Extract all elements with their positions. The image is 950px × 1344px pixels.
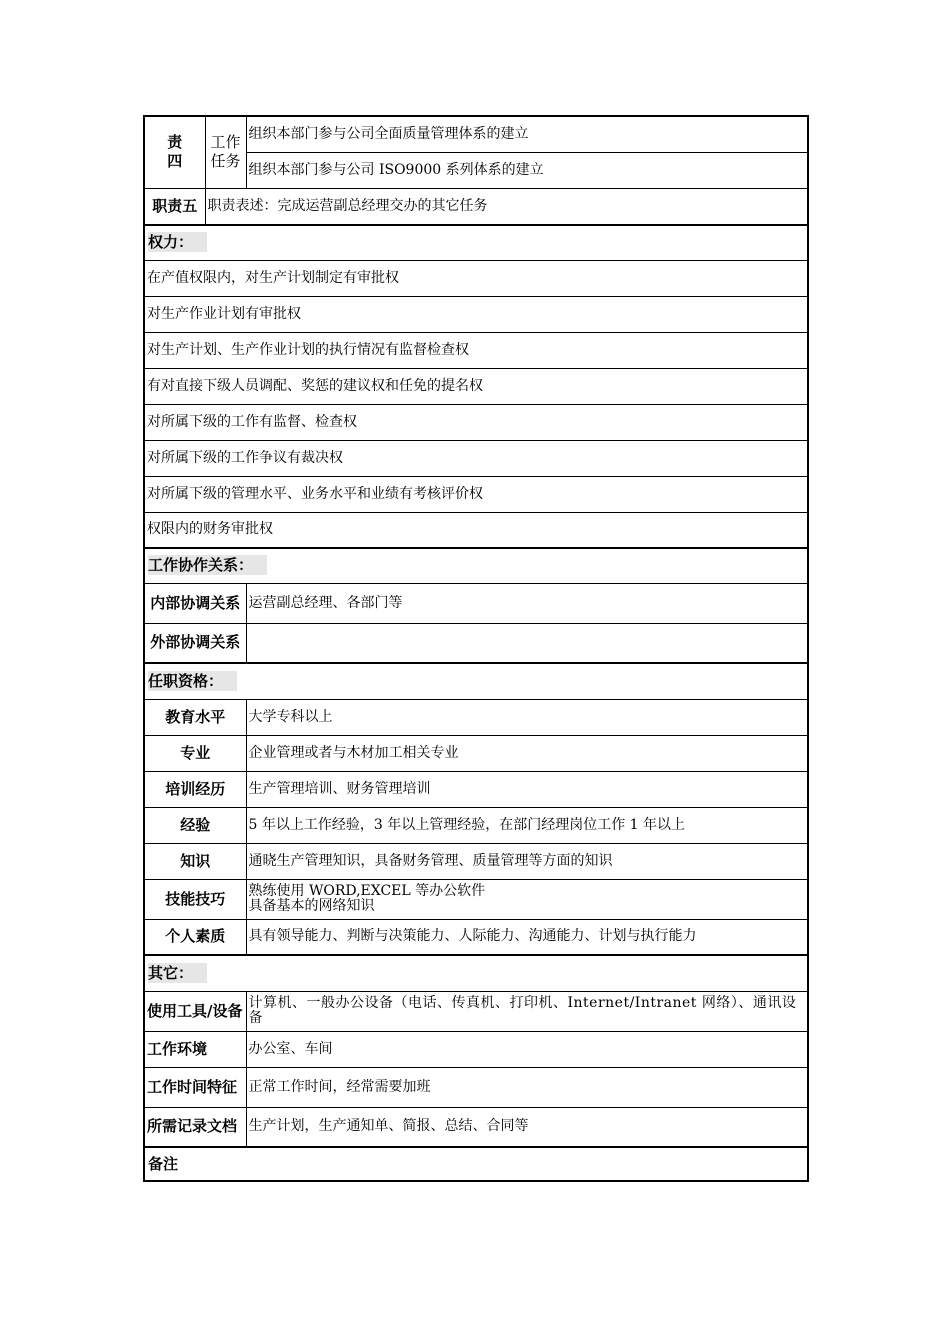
duty5-label: 职责五: [144, 188, 205, 225]
qualification-value: 5 年以上工作经验，3 年以上管理经验，在部门经理岗位工作 1 年以上: [246, 807, 808, 843]
qualification-label: 培训经历: [144, 771, 246, 807]
other-row: [144, 1031, 808, 1067]
duty4-row-1: [144, 116, 808, 152]
duty5-text: 职责表述：完成运营副总经理交办的其它任务: [205, 188, 808, 225]
other-header: [144, 955, 808, 991]
qualification-row: [144, 843, 808, 879]
qualification-row: [144, 879, 808, 919]
job-description-table: [143, 115, 809, 1182]
authority-item: [144, 404, 808, 440]
other-value: 正常工作时间，经常需要加班: [246, 1067, 808, 1107]
qualification-value: 具有领导能力、判断与决策能力、人际能力、沟通能力、计划与执行能力: [246, 919, 808, 955]
authority-item-text: 有对直接下级人员调配、奖惩的建议权和任免的提名权: [144, 368, 808, 404]
other-value: 生产计划，生产通知单、简报、总结、合同等: [246, 1107, 808, 1147]
duty4-task-2: 组织本部门参与公司 ISO9000 系列体系的建立: [246, 152, 808, 188]
qualification-label: 个人素质: [144, 919, 246, 955]
qualification-label: 教育水平: [144, 699, 246, 735]
other-label: 所需记录文档: [144, 1107, 246, 1147]
other-label: 工作环境: [144, 1031, 246, 1067]
authority-item: [144, 296, 808, 332]
authority-item-text: 权限内的财务审批权: [144, 512, 808, 548]
qualification-row: [144, 699, 808, 735]
qualifications-title: 任职资格：: [144, 663, 808, 699]
qualification-label: 经验: [144, 807, 246, 843]
qualification-value: 熟练使用 WORD,EXCEL 等办公软件 具备基本的网络知识: [246, 879, 808, 919]
remarks-title: 备注: [144, 1147, 808, 1181]
qualification-row: [144, 807, 808, 843]
authority-item: [144, 368, 808, 404]
authority-item-text: 在产值权限内，对生产计划制定有审批权: [144, 260, 808, 296]
relations-header: [144, 548, 808, 583]
qualifications-header: [144, 663, 808, 699]
authority-item: [144, 440, 808, 476]
remarks-row: [144, 1147, 808, 1181]
authority-item-text: 对生产作业计划有审批权: [144, 296, 808, 332]
other-label: 使用工具/设备: [144, 991, 246, 1031]
other-row: [144, 1067, 808, 1107]
qualification-row: [144, 919, 808, 955]
other-row: [144, 991, 808, 1031]
authority-item-text: 对所属下级的工作争议有裁决权: [144, 440, 808, 476]
qualification-row: [144, 735, 808, 771]
qualification-value: 企业管理或者与木材加工相关专业: [246, 735, 808, 771]
other-label: 工作时间特征: [144, 1067, 246, 1107]
qualification-label: 专业: [144, 735, 246, 771]
other-value: 计算机、一般办公设备（电话、传真机、打印机、Internet/Intranet 网络）、通讯设备: [246, 991, 808, 1031]
qualification-value: 通晓生产管理知识，具备财务管理、质量管理等方面的知识: [246, 843, 808, 879]
qualification-row: [144, 771, 808, 807]
duty4-label: 责 四: [144, 116, 205, 188]
qualification-value: 生产管理培训、财务管理培训: [246, 771, 808, 807]
relations-title: 工作协作关系：: [144, 548, 808, 583]
other-title: 其它：: [144, 955, 808, 991]
duty4-sub-label: 工作 任务: [205, 116, 246, 188]
duty4-task-1: 组织本部门参与公司全面质量管理体系的建立: [246, 116, 808, 152]
relations-value: [246, 623, 808, 663]
authority-item: [144, 260, 808, 296]
authority-item: [144, 332, 808, 368]
other-value: 办公室、车间: [246, 1031, 808, 1067]
relations-label: 外部协调关系: [144, 623, 246, 663]
qualification-label: 技能技巧: [144, 879, 246, 919]
other-row: [144, 1107, 808, 1147]
authority-title: 权力：: [144, 225, 808, 260]
authority-item: [144, 512, 808, 548]
relations-label: 内部协调关系: [144, 583, 246, 623]
duty5-row: [144, 188, 808, 225]
relations-value: 运营副总经理、各部门等: [246, 583, 808, 623]
authority-item: [144, 476, 808, 512]
relations-row: [144, 583, 808, 623]
authority-item-text: 对生产计划、生产作业计划的执行情况有监督检查权: [144, 332, 808, 368]
job-description-page: [143, 115, 807, 1182]
relations-row: [144, 623, 808, 663]
authority-header: [144, 225, 808, 260]
qualification-label: 知识: [144, 843, 246, 879]
authority-item-text: 对所属下级的管理水平、业务水平和业绩有考核评价权: [144, 476, 808, 512]
qualification-value: 大学专科以上: [246, 699, 808, 735]
authority-item-text: 对所属下级的工作有监督、检查权: [144, 404, 808, 440]
